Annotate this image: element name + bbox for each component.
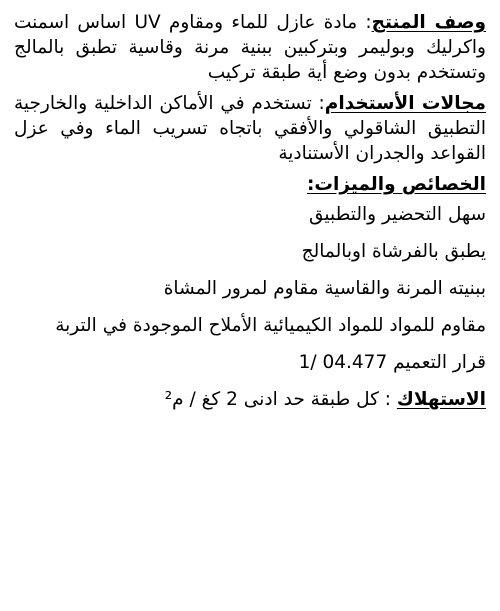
decision-number: 1/ 04.477 — [298, 352, 388, 373]
consumption-heading: الاستهلاك — [396, 389, 486, 410]
product-sheet — [14, 10, 486, 424]
product-description-paragraph — [14, 10, 486, 85]
usage-areas-paragraph — [14, 91, 486, 166]
feature-item: ببنيته المرنة والقاسية مقاوم لمرور المشاة — [163, 278, 486, 299]
usage-areas-text: : تستخدم في الأماكن الداخلية والخارجية التطبيق الشاقولي والأفقي باتجاه تسريب الماء وفي عزل القواعد والجدران الأستنادية — [14, 93, 486, 164]
product-description-heading: وصف المنتج — [371, 12, 486, 33]
usage-areas-heading: مجالات الأستخدام — [324, 93, 486, 114]
consumption-text: : كل طبقة حد ادنى 2 كغ / م² — [164, 389, 397, 410]
decision-line — [14, 350, 486, 387]
product-description-text: : مادة عازل للماء ومقاوم UV اساس اسمنت واكرليك وبوليمر وبتركبين ببنية مرنة وقاسية تطبق بالمالج وتستخدم بدون وضع أية طبقة تركيب — [14, 12, 486, 83]
features-heading: الخصائص والميزات: — [306, 174, 486, 195]
decision-label: قرار التعميم — [393, 352, 486, 373]
feature-item: سهل التحضير والتطبيق — [309, 204, 486, 225]
features-heading-line — [14, 172, 486, 202]
feature-item: يطبق بالفرشاة اوبالمالج — [301, 241, 486, 262]
feature-item: مقاوم للمواد للمواد الكيميائية الأملاح الموجودة في التربة — [55, 315, 486, 336]
consumption-line — [14, 387, 486, 424]
